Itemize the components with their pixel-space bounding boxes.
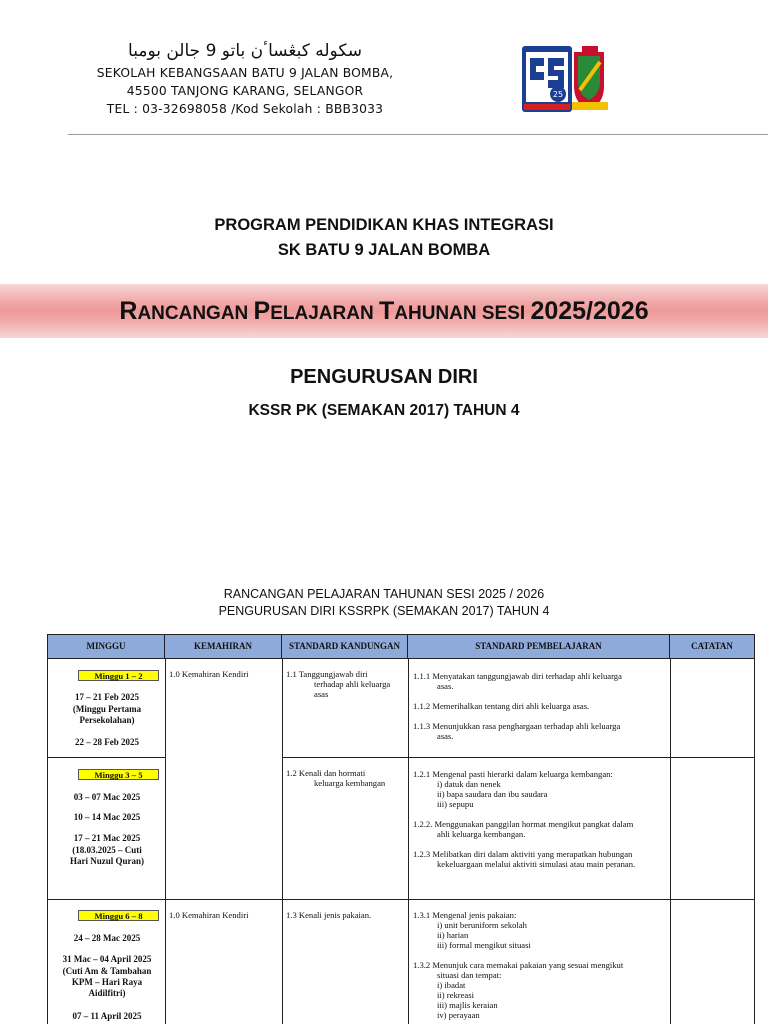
week-date: 17 – 21 Feb 2025 — [75, 692, 139, 702]
header-standard-pembelajaran: STANDARD PEMBELAJARAN — [408, 635, 670, 658]
standard-kandungan-cell: 1.1 Tanggungjawab diri terhadap ahli keluarga asas — [286, 669, 391, 699]
header-catatan: CATATAN — [691, 641, 733, 651]
week-badge: Minggu 6 – 8 — [78, 910, 159, 921]
week-date: 31 Mac – 04 April 2025 — [62, 954, 152, 964]
school-contact: TEL : 03-32698058 /Kod Sekolah : BBB3033 — [106, 102, 384, 116]
school-crest-icon — [520, 44, 612, 116]
school-name-jawi: سکوله کبڠساٴن باتو 9 جالن بومبا — [128, 41, 362, 61]
week-date: 22 – 28 Feb 2025 — [75, 737, 139, 747]
column-divider — [670, 659, 671, 1024]
header-kemahiran: KEMAHIRAN — [165, 635, 282, 658]
standard-pembelajaran-cell: 1.1.1 Menyatakan tanggungjawab diri terhadap ahli keluarga asas. 1.1.2 Memerihalkan tentang diri ahli keluarga asas. 1.1.3 Menunjukkan rasa penghargaan terhadap ahli keluarga asas. — [413, 671, 622, 741]
header-minggu: MINGGU — [48, 635, 165, 658]
week-note: Aidilfitri) — [88, 988, 126, 998]
week-badge: Minggu 3 – 5 — [78, 769, 159, 780]
column-divider — [282, 659, 283, 1024]
standard-pembelajaran-cell: 1.2.1 Mengenal pasti hierarki dalam keluarga kembangan: i) datuk dan nenek ii) bapa saudara dan ibu saudara iii) sepupu 1.2.2. Menggunakan panggilan hormat mengikut pangkat dalam ahli keluarga kembangan. 1.2.3 Melibatkan diri dalam aktiviti yang merapatkan hubungan kekeluargaan melalui aktiviti simulasi atau main peranan. — [413, 769, 636, 869]
week-date: 07 – 11 April 2025 — [72, 1011, 142, 1021]
subject-title: PENGURUSAN DIRI — [290, 366, 478, 388]
column-divider — [165, 659, 166, 1024]
week-date: 03 – 07 Mac 2025 — [73, 792, 141, 802]
week-date: 17 – 21 Mac 2025 — [73, 833, 141, 843]
school-name: SEKOLAH KEBANGSAAN BATU 9 JALAN BOMBA, — [96, 66, 394, 80]
table-title-line1: RANCANGAN PELAJARAN TAHUNAN SESI 2025 / 2026 — [223, 587, 545, 601]
standard-pembelajaran-cell: 1.3.1 Mengenal jenis pakaian: i) unit beruniform sekolah ii) harian iii) formal mengikut situasi 1.3.2 Menunjuk cara memakai pakaian yang sesuai mengikut situasi dan tempat: i) ibadat ii) rekreasi iii) majlis keraian iv) perayaan — [413, 910, 624, 1020]
letterhead — [0, 38, 768, 128]
kemahiran-cell: 1.0 Kemahiran Kendiri — [169, 669, 249, 679]
program-school: SK BATU 9 JALAN BOMBA — [277, 241, 491, 259]
standard-kandungan-cell: 1.2 Kenali dan hormati keluarga kembangan — [286, 768, 386, 788]
plan-title-banner — [0, 284, 768, 338]
week-note: KPM – Hari Raya — [71, 977, 143, 987]
week-note: (Cuti Am & Tambahan — [62, 966, 152, 976]
week-date: 10 – 14 Mac 2025 — [73, 812, 141, 822]
header-standard-kandungan: STANDARD KANDUNGAN — [282, 635, 408, 658]
plan-year: 2025/2026 — [530, 297, 649, 325]
letterhead-divider — [68, 134, 768, 135]
school-address-block — [80, 38, 410, 118]
standard-kandungan-cell: 1.3 Kenali jenis pakaian. — [286, 910, 372, 920]
row-divider — [48, 757, 165, 758]
logo-number: 25 — [552, 90, 564, 99]
row-divider — [48, 899, 754, 900]
row-divider — [282, 757, 754, 758]
week-badge: Minggu 1 – 2 — [78, 670, 159, 681]
week-note: (18.03.2025 – Cuti — [72, 845, 142, 855]
school-address: 45500 TANJONG KARANG, SELANGOR — [126, 84, 364, 98]
kemahiran-cell: 1.0 Kemahiran Kendiri — [169, 910, 249, 920]
column-divider — [408, 659, 409, 1024]
subject-subtitle: KSSR PK (SEMAKAN 2017) TAHUN 4 — [248, 402, 520, 419]
plan-title: RANCANGAN PELAJARAN TAHUNAN SESI 2025/2026 — [119, 297, 649, 325]
table-title-line2: PENGURUSAN DIRI KSSRPK (SEMAKAN 2017) TAHUN 4 — [218, 604, 550, 618]
week-date: 24 – 28 Mac 2025 — [73, 933, 141, 943]
week-note: Persekolahan) — [79, 715, 135, 725]
week-note: Hari Nuzul Quran) — [69, 856, 144, 866]
yearly-plan-table — [47, 634, 755, 1024]
table-header-row — [48, 635, 754, 659]
week-note: (Minggu Pertama — [72, 704, 142, 714]
program-title: PROGRAM PENDIDIKAN KHAS INTEGRASI — [214, 216, 554, 234]
